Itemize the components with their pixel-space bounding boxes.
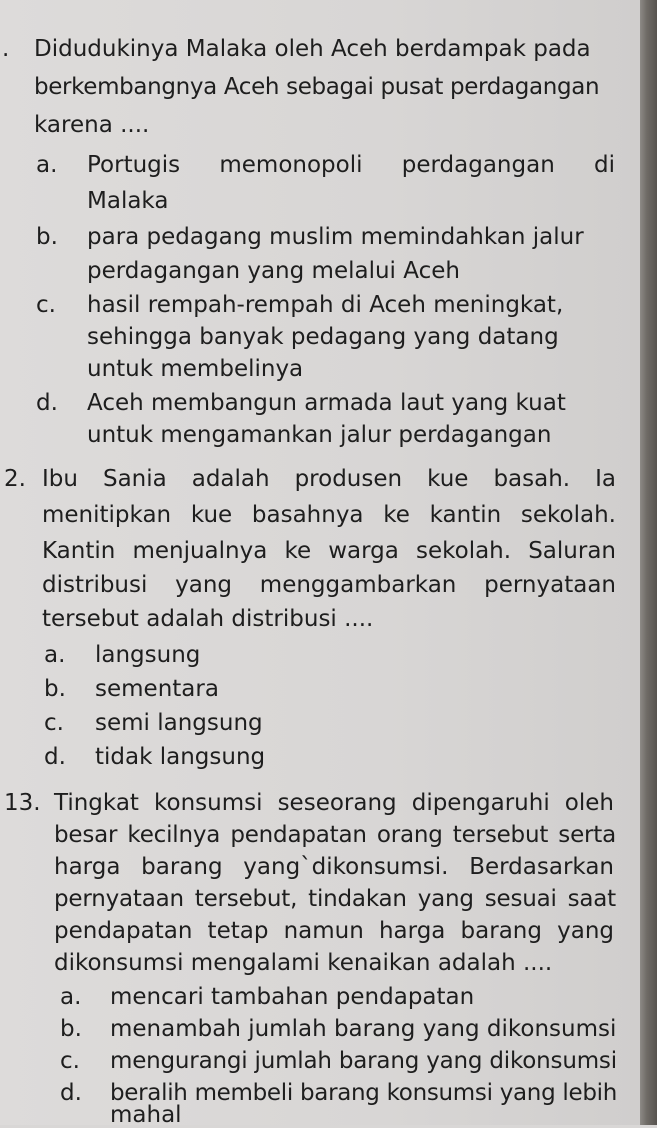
page-edge-shadow bbox=[640, 0, 657, 1125]
question-number: . bbox=[2, 36, 10, 62]
question-stem-line: karena .... bbox=[34, 112, 150, 138]
question-stem-line: pernyataan tersebut, tindakan yang sesuai saat bbox=[54, 886, 616, 912]
option-letter: b. bbox=[36, 224, 58, 250]
option-b-text: sementara bbox=[95, 676, 219, 702]
question-stem-line: dikonsumsi mengalami kenaikan adalah .... bbox=[54, 950, 553, 976]
option-a-line: mencari tambahan pendapatan bbox=[110, 984, 475, 1010]
option-letter: d. bbox=[36, 390, 58, 416]
question-stem-line: pendapatan tetap namun harga barang yang bbox=[54, 918, 614, 944]
option-letter: a. bbox=[60, 984, 82, 1010]
option-c-line: hasil rempah-rempah di Aceh meningkat, bbox=[87, 292, 564, 318]
question-stem-line: tersebut adalah distribusi .... bbox=[42, 606, 374, 632]
question-number: 13. bbox=[4, 790, 41, 816]
option-c-line: mengurangi jumlah barang yang dikonsumsi bbox=[110, 1048, 617, 1074]
question-stem-line: besar kecilnya pendapatan orang tersebut serta bbox=[54, 822, 616, 848]
option-c-text: semi langsung bbox=[95, 710, 263, 736]
question-stem-line: berkembangnya Aceh sebagai pusat perdagangan bbox=[34, 74, 600, 100]
option-a-line: Portugis memonopoli perdagangan di bbox=[87, 152, 615, 178]
option-d-line: Aceh membangun armada laut yang kuat bbox=[87, 390, 566, 416]
option-c-line: untuk membelinya bbox=[87, 356, 304, 382]
option-letter: c. bbox=[60, 1048, 80, 1074]
option-d-line: untuk mengamankan jalur perdagangan bbox=[87, 422, 552, 448]
question-stem-line: Didudukinya Malaka oleh Aceh berdampak pada bbox=[34, 36, 591, 62]
option-a-line: Malaka bbox=[87, 188, 169, 214]
question-stem-line: menitipkan kue basahnya ke kantin sekolah. bbox=[42, 502, 616, 528]
option-letter: d. bbox=[60, 1080, 82, 1106]
option-letter: a. bbox=[36, 152, 58, 178]
option-letter: c. bbox=[44, 710, 64, 736]
option-letter: a. bbox=[44, 642, 66, 668]
question-stem-line: distribusi yang menggambarkan pernyataan bbox=[42, 572, 616, 598]
option-d-line: beralih membeli barang konsumsi yang lebih bbox=[110, 1080, 618, 1106]
option-d-text: tidak langsung bbox=[95, 744, 266, 770]
option-b-line: perdagangan yang melalui Aceh bbox=[87, 258, 460, 284]
question-stem-line: Ibu Sania adalah produsen kue basah. Ia bbox=[42, 466, 616, 492]
option-letter: b. bbox=[60, 1016, 82, 1042]
option-letter: c. bbox=[36, 292, 56, 318]
option-letter: b. bbox=[44, 676, 66, 702]
option-d-line: mahal bbox=[110, 1102, 182, 1128]
option-a-text: langsung bbox=[95, 642, 201, 668]
option-b-line: para pedagang muslim memindahkan jalur bbox=[87, 224, 584, 250]
option-letter: d. bbox=[44, 744, 66, 770]
question-stem-line: Kantin menjualnya ke warga sekolah. Saluran bbox=[42, 538, 616, 564]
option-b-line: menambah jumlah barang yang dikonsumsi bbox=[110, 1016, 617, 1042]
option-c-line: sehingga banyak pedagang yang datang bbox=[87, 324, 559, 350]
question-stem-line: Tingkat konsumsi seseorang dipengaruhi oleh bbox=[54, 790, 614, 816]
question-stem-line: harga barang yang`dikonsumsi. Berdasarkan bbox=[54, 854, 614, 880]
question-number: 2. bbox=[4, 466, 26, 492]
